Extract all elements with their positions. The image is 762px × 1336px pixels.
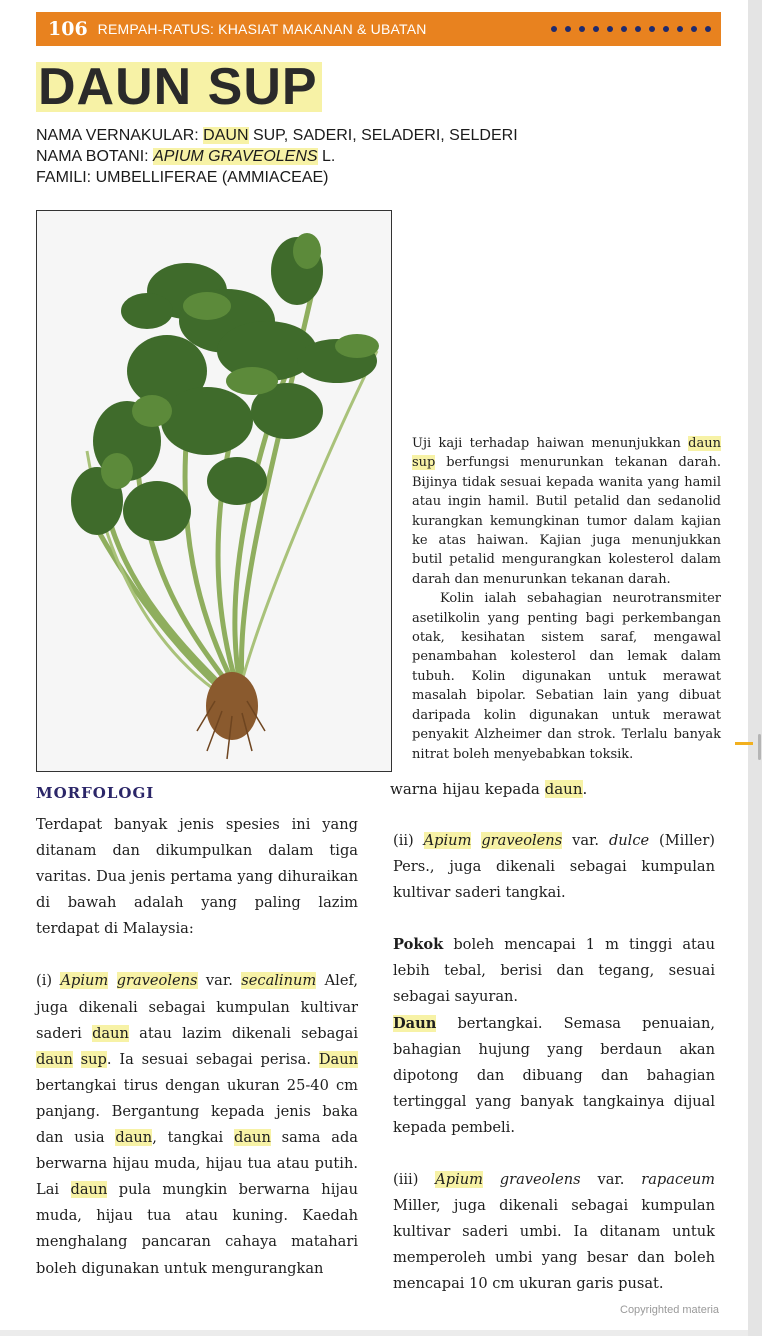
running-title: REMPAH-RATUS: KHASIAT MAKANAN & UBATAN: [97, 21, 427, 37]
family-name: FAMILI: UMBELLIFERAE (AMMIACEAE): [36, 169, 329, 186]
plant-meta: [36, 125, 518, 188]
copyright-notice: Copyrighted materia: [620, 1304, 720, 1316]
scrollbar-thumb[interactable]: [758, 734, 761, 760]
page-number: 106: [48, 18, 88, 40]
botanical-name: NAMA BOTANI: APIUM GRAVEOLENS L.: [36, 148, 336, 165]
page-position-marker: [735, 742, 753, 745]
side-text: [412, 434, 721, 764]
paragraph: Uji kaji terhadap haiwan menunjukkan daun sup berfungsi menurunkan tekanan darah. Bijinya tidak sesuai kepada wanita yang hamil atau ingin hamil. Butil petalid dan sedanolid kurangkan kemungkinan tumor dalam kajian ke atas haiwan. Kajian juga menunjukkan butil petalid mengurangkan kolesterol dalam darah dan menurunkan tekanan darah.: [412, 436, 721, 587]
left-column: [36, 812, 358, 1308]
daun-paragraph: Daun bertangkai. Semasa penuaian, bahagian hujung yang berdaun akan dipotong dan dibuang dan bahagian tertinggal yang banyak tangkainya dijual kepada pembeli.: [393, 1014, 715, 1136]
celery-plant-photo: [36, 210, 392, 772]
continued-line: warna hijau kepada daun.: [390, 780, 588, 798]
vernacular-name: NAMA VERNAKULAR: DAUN SUP, SADERI, SELADERI, SELDERI: [36, 127, 518, 144]
intro-paragraph: Terdapat banyak jenis spesies ini yang ditanam dan dikumpulkan dalam tiga varitas. Dua jenis pertama yang dihuraikan di bawah adalah yang paling lazim terdapat di Malaysia:: [36, 816, 358, 938]
running-header: [36, 12, 721, 46]
right-column: [393, 828, 715, 1324]
paragraph: Kolin ialah sebahagian neurotransmiter asetilkolin yang penting bagi perkembangan otak, kesihatan sistem saraf, mengawal penambahan kolesterol dan lemak dalam tubuh. Kolin digunakan untuk merawat masalah bipolar. Sebatian lain yang dibuat daripada kolin digunakan untuk merawat penyakit Alzheimer dan strok. Terlalu banyak nitrat boleh menyebabkan toksik.: [412, 591, 721, 762]
pokok-paragraph: Pokok boleh mencapai 1 m tinggi atau lebih tebal, berisi dan tegang, sesuai sebagai sayuran.: [393, 936, 715, 1006]
header-dots: [551, 26, 711, 32]
variety-iii-paragraph: (iii) Apium graveolens var. rapaceum Miller, juga dikenali sebagai kumpulan kultivar saderi umbi. Ia ditanam untuk memperoleh umbi yang besar dan boleh mencapai 10 cm ukuran garis pusat.: [393, 1171, 715, 1293]
variety-i-paragraph: (i) Apium graveolens var. secalinum Alef, juga dikenali sebagai kumpulan kultivar saderi daun atau lazim dikenali sebagai daun sup. Ia sesuai sebagai perisa. Daun bertangkai tirus dengan ukuran 25-40 cm panjang. Bergantung kepada jenis baka dan usia daun, tangkai daun sama ada berwarna hijau muda, hijau tua atau putih. Lai daun pula mungkin berwarna hijau muda, hijau tua atau kuning. Kaedah menghalang pancaran cahaya matahari boleh digunakan untuk mengurangkan: [36, 972, 359, 1277]
viewer-scrollbar-track[interactable]: [748, 0, 762, 1336]
variety-ii-paragraph: (ii) Apium graveolens var. dulce (Miller) Pers., juga dikenali sebagai kumpulan kultivar saderi tangkai.: [393, 832, 715, 902]
section-heading: MORFOLOGI: [36, 784, 155, 802]
page-title: DAUN SUP: [36, 62, 322, 112]
